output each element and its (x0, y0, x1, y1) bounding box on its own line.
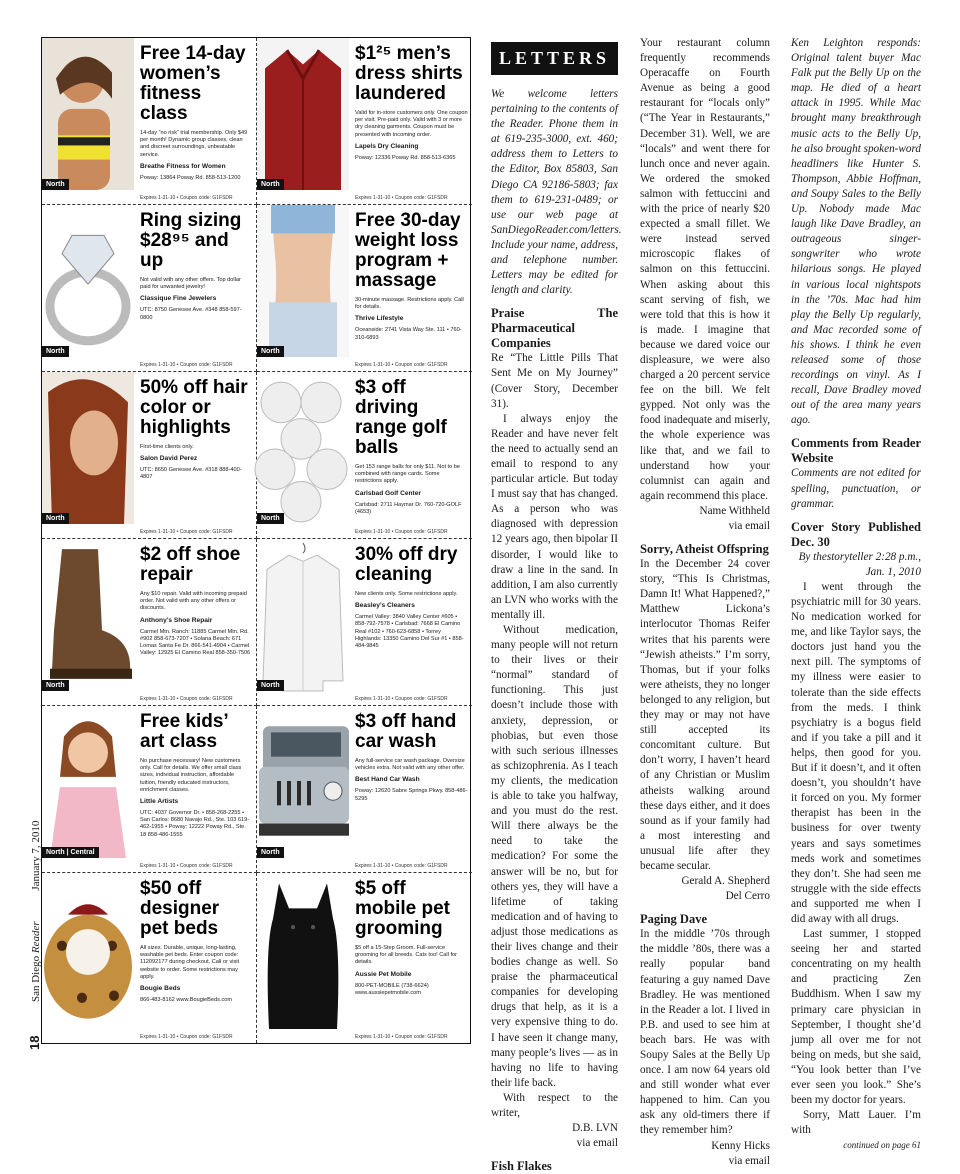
coupon-business: Aussie Pet Mobile (355, 970, 412, 978)
coupon-title: $3 off hand car wash (355, 711, 457, 752)
coupon-grid (41, 37, 471, 1044)
waist-image (257, 205, 349, 357)
coupon-business: Little Artists (140, 798, 179, 806)
dress-shirt-image (257, 38, 349, 190)
coupon-car-wash[interactable]: North $3 off hand car wash Any full-service car wash package. Oversize vehicles extra. Not valid with any other offer. Best Hand Car Wash Poway: 12620 Sabre Springs Pkwy. 858-486-5295 Expires 1-31-10 • Coupon code: G1FSDR (257, 706, 472, 873)
ring-image (42, 205, 134, 357)
letter-heading: Praise The Pharmaceutical Companies (491, 306, 618, 351)
continued-note: continued on page 61 (843, 1140, 921, 1151)
coupon-title: $3 off driving range golf balls (355, 377, 447, 458)
letters-column-3: Ken Leighton responds: Original talent buyer Mac Falk put the Belly Up on the map. He died of a heart attack in 1995. While Mac brought many breakthrough music acts to the Belly Up, he also brought spoken-word headliners like Hunter S. Thompson, Abbie Hoffman, and Soupy Sales to the Belly Up. Nobody made Mac laugh like Dave Bradley, an outrageous singer-songwriter who wrote hilarious songs. He played in various local nightspots in the ’70s. Mac had him play the Belly Up regularly, and Mac recorded some of his shows. I think he even released some of those recordings on vinyl. As I recall, Dave Bradley moved out of the area many years ago. Comments from Reader Website Comments are not edited for spelling, punctuation, or grammar. Cover Story Published Dec. 30 By thestoryteller 2:28 p.m., Jan. 1, 2010 I went through the psychiatric mill for 30 years. No medication worked for me, and like Taylor says, the doctors just hand you the next pill. The symptoms of my illness were easier to tolerate than the side effects from the meds. I think psychiatry is a bogus field and if you take a pill and it helps, then good for you. But if it doesn’t, and it often doesn’t, you shouldn’t have it forced on you. My former therapist has been in the business for over twenty years and says sometimes meds work and sometimes they don’t. She had seen me struggle with the side effects and supported me when I did away with all drugs. Last summer, I stopped seeing her and started concentrating on my health and practicing Zen Buddhism. When I saw my primary care physician in September, I thought she’d jump all over me for not being on meds, but she said, “You look better than I’ve ever seen you look.” She’s been my doctor for years. Sorry, Matt Lauer. I’m with continued on page 61 (791, 36, 921, 1153)
coupon-hair[interactable]: North 50% off hair color or highlights First-time clients only. Salon David Perez UTC: 8650 Genesee Ave. #318 888-400-4807 Expires 1-31-10 • Coupon code: G1FSDR (42, 372, 257, 539)
coupon-business: Bougie Beds (140, 985, 181, 993)
coupon-title: Free kids’ art class (140, 711, 228, 752)
letters-column-2: Your restaurant column frequently recommends Operacaffe on Fourth Avenue as being a good restaurant for “locals only” (“The Year in Restaurants,” December 31). Well, we are “locals” and went there for lunch once and never again. We ordered the smoked salmon with fettuccini and with the price of nearly $20 expected a small fillet. We were instead served microscopic flakes of salmon on this fettuccini. When asking about this scant serving of fish, we were told that this is how it is made. I imagine that because we dared voice our displeasure, we were also charged a 20 percent service fee on the bill. We felt gypped. Not only was the food inadequate and miserly, the whole experience was like that, and we fail to understand how your columnist can again and again recommend this place. Name Withheld via email Sorry, Atheist Offspring In the December 24 cover story, “This Is Christmas, Damn It! What Happened?,” Matthew Lickona’s interlocutor Thomas Reifer writes that his parents were “Jewish atheists.” I’m sorry, Thomas, but if your folks were atheists, they no longer belonged to any religion, but they may or may not have still accepted its concomitant culture. But don’t worry, I haven’t heard of any Christian or Muslim atheists walking around these days either, and it does sound as if your family had a most interesting and unusual life after they became secular. Gerald A. Shepherd Del Cerro Paging Dave In the middle ’70s through the middle ’80s, there was a really popular band featuring a guy named Dave Bradley. He was mentioned in the Reader a lot. I lived in P.B. and used to see him at beach bars. He was with Soupy Sales at the Belly Up once. I am now 64 years old and still wonder what ever happened to him. Can you ask any old-timers there if they remember him? Kenny Hicks via email (640, 37, 770, 1167)
page-folio: 18 San Diego Reader January 7, 2010 (27, 820, 42, 1050)
coupon-business: Best Hand Car Wash (355, 776, 420, 784)
jeep-image (257, 706, 349, 858)
coupon-business: Carlsbad Golf Center (355, 489, 421, 497)
hair-woman-image (42, 372, 134, 524)
coupon-weight-loss[interactable]: North Free 30-day weight loss program + massage 30-minute massage. Restrictions apply. Call for details. Thrive Lifestyle Oceanside: 2741 Vista Way Ste. 111 • 760-310-6893 Expires 1-31-10 • Coupon code: G1FSDR (257, 205, 472, 372)
page-number: 18 (27, 1035, 42, 1050)
letter-heading: Comments from Reader Website (791, 436, 921, 466)
coupon-title: $1²⁵ men’s dress shirts laundered (355, 43, 463, 104)
letter-heading: Fish Flakes (491, 1159, 552, 1174)
letters-intro: We welcome letters pertaining to the contents of the Reader. Phone them in at 619-235-3000, ext. 460; address them to Letters to the Editor, Box 85803, San Diego CA 92186-5803; fax them to 619-231-0489; or use our web page at SanDiegoReader.com/letters. Include your name, address, and telephone number. Letters may be edited for length and clarity. (491, 88, 622, 297)
coupon-business: Beasley’s Cleaners (355, 602, 415, 610)
coupon-business: Thrive Lifestyle (355, 315, 404, 323)
coupon-pet-beds[interactable]: $50 off designer pet beds All sizes. Durable, unique, long-lasting, washable pet beds. Enter coupon code: 112092177 during checkout. Call or visit website to order. Some restrictions may apply. Bougie Beds 866-483-8162 www.BougieBeds.com Expires 1-31-10 • Coupon code: G1FSDR (42, 873, 257, 1043)
letter-heading: Cover Story Published Dec. 30 (791, 519, 921, 549)
coupon-business: Breathe Fitness for Women (140, 162, 226, 170)
coupon-title: $50 off designer pet beds (140, 878, 220, 939)
dog-bed-image (42, 873, 134, 1029)
page-date: January 7, 2010 (30, 820, 42, 891)
letter-heading: Paging Dave (640, 912, 708, 927)
coupon-golf[interactable]: North $3 off driving range golf balls Get 153 range balls for only $11. Not to be combined with range cards. Some restrictions apply. Carlsbad Golf Center Carlsbad: 2711 Haymar Dr. 760-720-GOLF (4653) Expires 1-31-10 • Coupon code: G1FSDR (257, 372, 472, 539)
golf-balls-image (257, 372, 349, 524)
coupon-shirts[interactable]: North $1²⁵ men’s dress shirts laundered Valid for in-store customers only. One coupon per visit. Pre-paid only. Valid with 3 or more dry cleaning garments. Coupon must be presented with incoming order. Lapels Dry Cleaning Poway: 12336 Poway Rd. 858-513-6365 Expires 1-31-10 • Coupon code: G1FSDR (257, 38, 472, 205)
boot-image (42, 539, 134, 691)
letter-heading: Sorry, Atheist Offspring (640, 542, 769, 557)
coupon-art-class[interactable]: North | Central Free kids’ art class No purchase necessary! New customers only. Call for details. We offer small class sizes, individual instruction, affordable tuition, friendly educated instructors, enrichment classes. Little Artists UTC: 4037 Governor Dr. • 858-268-2255 • San Carlos: 8680 Navajo Rd., Ste. 103 619-462-1955 • Poway: 12222 Poway Rd., Ste. 18 858-486-1555 Expires 1-31-10 • Coupon code: G1FSDR (42, 706, 257, 873)
coupon-title: Free 14-day women’s fitness class (140, 43, 246, 124)
coupon-title: Free 30-day weight loss program + massage (355, 210, 461, 291)
coupon-shoe[interactable]: North $2 off shoe repair Any $10 repair. Valid with incoming prepaid order. Not valid with any other offers or discounts. Anthony’s Shoe Repair Carmel Mtn. Ranch: 11885 Carmel Mtn. Rd. #902 858-673-7207 • Solana Beach: 671 Lomas Santa Fe Dr. 866-541-4904 • Carmel Valley: 12925 El Camino Real 858-350-7506 Expires 1-31-10 • Coupon code: G1FSDR (42, 539, 257, 706)
coupon-ring[interactable]: North Ring sizing $28⁹⁵ and up Not valid with any other offers. Top dollar paid for unwanted jewelry! Classique Fine Jewelers UTC: 8750 Genesee Ave. #348 858-597-0800 Expires 1-31-10 • Coupon code: G1FSDR (42, 205, 257, 372)
coupon-title: 30% off dry cleaning (355, 544, 458, 585)
coupon-title: $5 off mobile pet grooming (355, 878, 451, 939)
coupon-title: 50% off hair color or highlights (140, 377, 248, 438)
letters-column-1: LETTERS We welcome letters pertaining to the contents of the Reader. Phone them in at 619-235-3000, ext. 460; address them to Letters to the Editor, Box 85803, San Diego CA 92186-5803; fax them to 619-231-0489; or use our web page at SanDiegoReader.com/letters. Include your name, address, and telephone number. Letters may be edited for length and clarity. Praise The Pharmaceutical Companies Re “The Little Pills That Sent Me on My Journey” (Cover Story, December 31). I always enjoy the Reader and have never felt the need to actually send an email to respond to any particular article. But today I must say that has changed. As a person who was diagnosed with depression 12 years ago, then bipolar II disorder, I would like to draw a line in the sand. In addition, I am also currently an LVN who works with the mentally ill. Without medication, many people will not return to their lives or their “normal” standard of functioning. This just doesn’t include those with anxiety, depression, or phobias, but even those with such serious illnesses as schizophrenia. As I teach my clients, the medication is able to take you halfway, and you must do the rest. Will there always be the need to take the medication? For some the answer will be no, but for others yes, they will have a lifetime of taking medication and of having to adjust those medications as their lives change and their bodies change as well. So praise the pharmaceutical companies for developing drugs that help, as it is a very expensive thing to do. I have seen it change many, many people’s lives — as in having no life to having their life back. With respect to the writer, D.B. LVN via email Fish Flakes (491, 42, 618, 1174)
coupon-business: Salon David Perez (140, 455, 198, 463)
coupon-business: Lapels Dry Cleaning (355, 142, 419, 150)
coupon-business: Anthony’s Shoe Repair (140, 616, 213, 624)
girl-painting-image (42, 706, 134, 858)
letters-header: LETTERS (491, 42, 618, 75)
coupon-dry-cleaning[interactable]: North 30% off dry cleaning New clients only. Some restrictions apply. Beasley’s Cleaners Carmel Valley: 3840 Valley Center #605 • 858-792-7578 • Carlsbad: 7668 El Camino Real #102 • 760-623-6858 • Torrey Highlands: 13350 Camino Del Sur #1 • 858-484-9845 Expires 1-31-10 • Coupon code: G1FSDR (257, 539, 472, 706)
coupon-title: Ring sizing $28⁹⁵ and up (140, 210, 242, 271)
coupon-grooming[interactable]: $5 off mobile pet grooming $5 off a 15-Step Groom. Full-service grooming for all breeds. Cats too! Call for details. Aussie Pet Mobile 800-PET-MOBILE (738-6624) www.aussiepetmobile.com Expires 1-31-10 • Coupon code: G1FSDR (257, 873, 472, 1043)
fitness-woman-image (42, 38, 134, 190)
white-shirt-image (257, 539, 349, 691)
editor-response: Ken Leighton responds: Original talent buyer Mac Falk put the Belly Up on the map. He died of a heart attack in 1995. While Mac brought many breakthrough music acts to the Belly Up, he also brought spoken-word headliners like Hunter S. Thompson, Abbie Hoffman, and Soupy Sales to the Belly Up. Nobody made Mac laugh like Dave Bradley, an outrageous singer-songwriter who wrote hilarious songs. He played in various local nightspots in the ’70s. Mac had him play the Belly Up regularly, and Mac recorded some of his shows. I think he even released some of those recordings on vinyl. As I recall, Dave Bradley moved out of the area many years ago. (791, 37, 921, 427)
coupon-fitness[interactable]: North Free 14-day women’s fitness class 14-day “no risk” trial membership. Only $49 per month! Dynamic group classes, clean and discreet surroundings, unbeatable service. Breathe Fitness for Women Poway: 13864 Poway Rd. 858-513-1200 Expires 1-31-10 • Coupon code: G1FSDR (42, 38, 257, 205)
scottie-dog-image (257, 873, 349, 1029)
coupon-title: $2 off shoe repair (140, 544, 241, 585)
coupon-business: Classique Fine Jewelers (140, 295, 217, 303)
